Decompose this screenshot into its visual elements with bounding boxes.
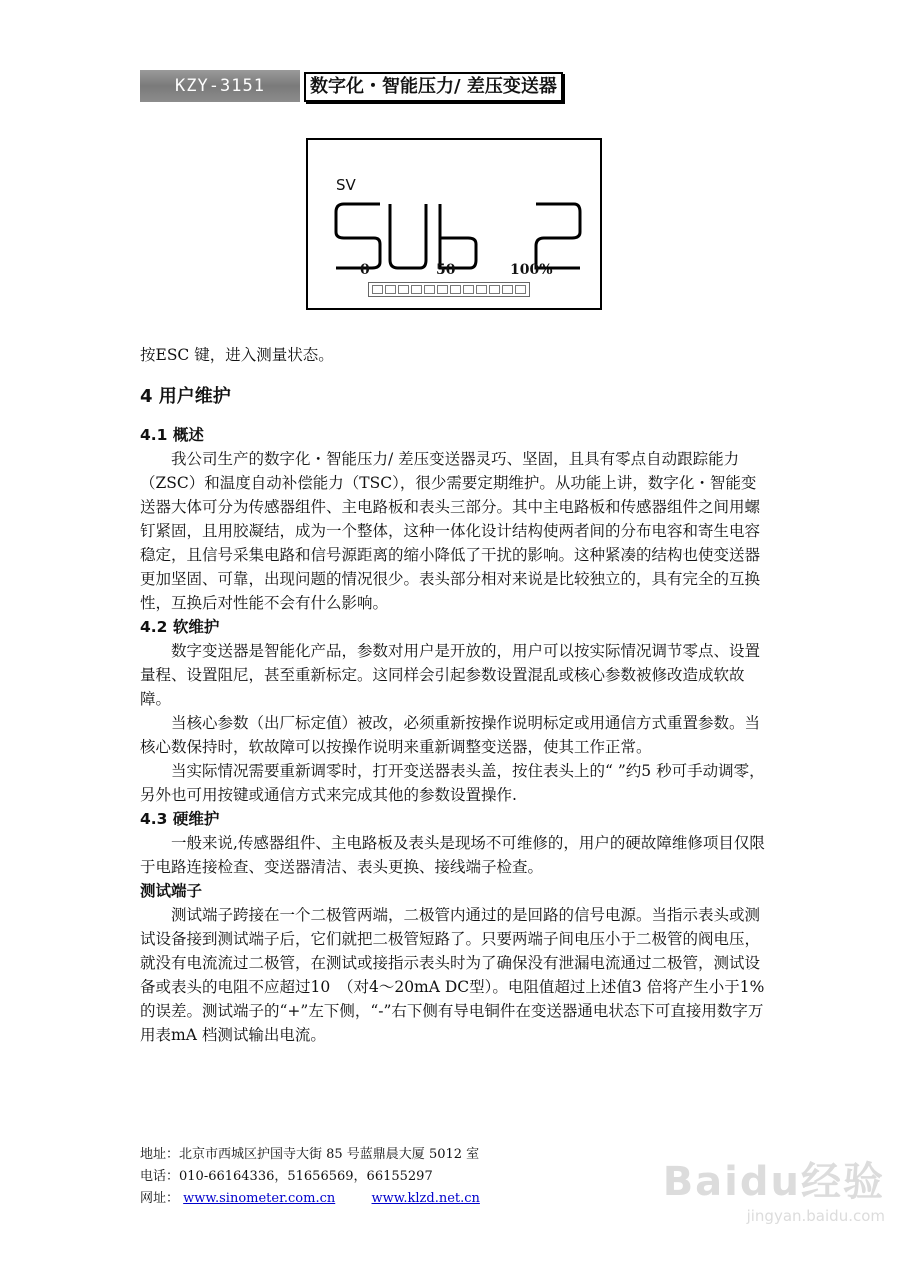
subsection-heading: 4.3 硬维护 [140,810,220,828]
watermark [663,1150,885,1225]
section-heading: 4 用户维护 [140,386,231,407]
bargraph [368,282,530,297]
paragraph: 我公司生产的数字化・智能压力/ 差压变送器灵巧、坚固，且具有零点自动跟踪能力（ZSC）和温度自动补偿能力（TSC），很少需要定期维护。从功能上讲，数字化・智能变送器大体可分为传感器组件、主电路板和表头三部分。其中主电路板和传感器组件之间用螺钉紧固，且用胶凝结，成为一个整体，这种一体化设计结构使两者间的分布电容和寄生电容稳定，且信号采集电路和信号源距离的缩小降低了干扰的影响。这种紧凑的结构也使变送器更加坚固、可靠，出现问题的情况很少。表头部分相对来说是比较独立的，具有完全的互换性，互换后对性能不会有什么影响。 [140,450,761,612]
scale-label-50: 50 [436,262,456,278]
product-title: 数字化・智能压力/ 差压变送器 [304,72,563,102]
paragraph: 当核心参数（出厂标定值）被改，必须重新按操作说明标定或用通信方式重置参数。当核心数保持时，软故障可以按操作说明来重新调整变送器，使其工作正常。 [140,714,761,756]
footer [140,1144,480,1210]
footer-address: 地址：北京市西城区护国寺大街 85 号蓝鼎晨大厦 5012 室 [140,1147,480,1162]
website-link-2[interactable]: www.klzd.net.cn [371,1191,480,1206]
watermark-url: jingyan.baidu.com [746,1207,885,1225]
main-text [140,343,770,1047]
scale-label-100: 100% [510,262,553,278]
paragraph: 当实际情况需要重新调零时，打开变送器表头盖，按住表头上的“ ”约5 秒可手动调零，另外也可用按键或通信方式来完成其他的参数设置操作. [140,762,765,804]
footer-phone: 电话：010-66164336，51656569，66155297 [140,1169,433,1184]
website-link-1[interactable]: www.sinometer.com.cn [183,1191,336,1206]
subsection-heading: 4.1 概述 [140,426,204,444]
subsection-heading: 测试端子 [140,882,203,900]
paragraph: 测试端子跨接在一个二极管两端，二极管内通过的是回路的信号电源。当指示表头或测试设备接到测试端子后，它们就把二极管短路了。只要两端子间电压小于二极管的阀电压，就没有电流流过二极管，在测试或接指示表头时为了确保没有泄漏电流通过二极管，测试设备或表头的电阻不应超过10 （对4～20mA DC型）。电阻值超过上述值3 倍将产生小于1%的误差。测试端子的“+”左下侧，“-”右下侧有导电铜件在变送器通电状态下可直接用数字万用表mA 档测试输出电流。 [140,906,765,1044]
model-badge: KZY-3151 [140,70,300,102]
scale-label-0: 0 [360,262,370,278]
subsection-heading: 4.2 软维护 [140,618,220,636]
paragraph: 一般来说,传感器组件、主电路板及表头是现场不可维修的，用户的硬故障维修项目仅限于电路连接检查、变送器清洁、表头更换、接线端子检查。 [140,834,765,876]
watermark-brand: Baidu经验 [662,1159,885,1205]
lcd-mode-label: SV [336,176,356,194]
footer-web: 网址： www.sinometer.com.cn www.klzd.net.cn [140,1191,480,1206]
paragraph: 数字变送器是智能化产品，参数对用户是开放的，用户可以按实际情况调节零点、设置量程、设置阻尼，甚至重新标定。这同样会引起参数设置混乱或核心参数被修改造成软故障。 [140,642,761,708]
body-line: 按ESC 键，进入测量状态。 [140,346,334,364]
lcd-display-figure [306,138,602,310]
